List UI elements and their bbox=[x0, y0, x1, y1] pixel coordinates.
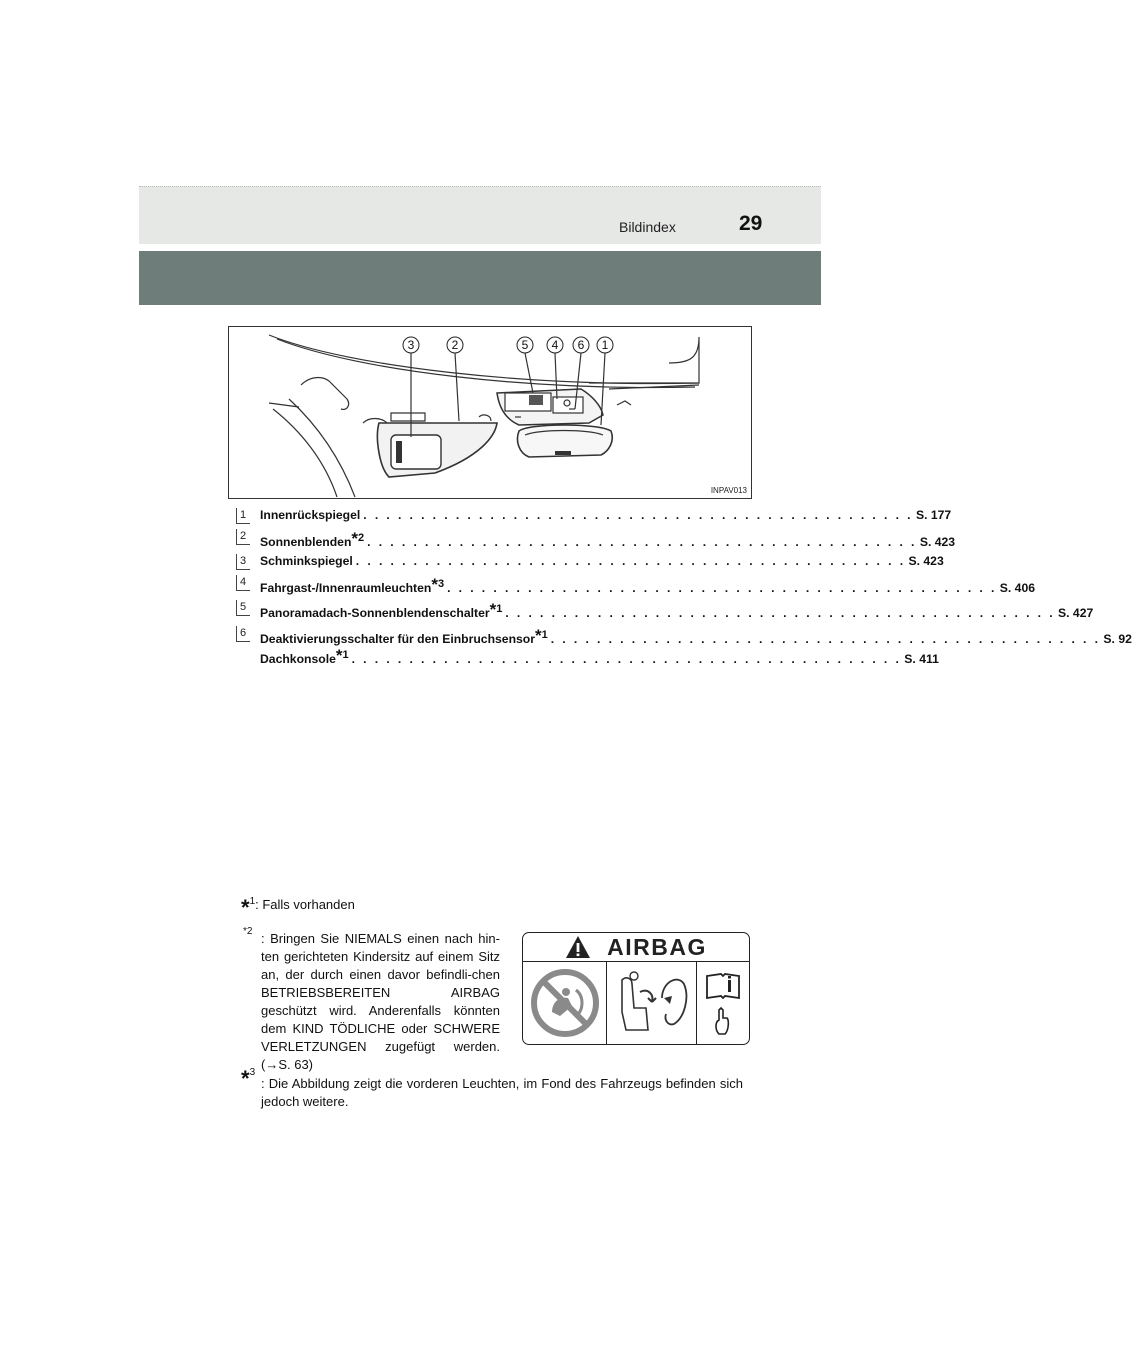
footnote-ref: 1 bbox=[342, 649, 349, 661]
list-item bbox=[236, 529, 956, 550]
item-number: 3 bbox=[236, 554, 250, 570]
footnote-2-text: : Bringen Sie NIEMALS einen nach hin-ten gerichteten Kindersitz auf einem Sitz an, der durch einen davor befindli-chen BETRIEBSBEREITEN AIRBAG geschützt wird. Anderenfalls könnten dem KIND TÖDLICHE oder SCHWERE VERLETZUNGEN zugefügt werden. (→S. 63) bbox=[261, 931, 500, 1072]
header-band bbox=[139, 186, 821, 244]
item-label: Sonnenblenden bbox=[260, 535, 352, 550]
item-number: 2 bbox=[236, 529, 250, 545]
item-label: Dachkonsole bbox=[260, 652, 336, 667]
footnote-1-text: : Falls vorhanden bbox=[255, 897, 355, 912]
callout-3: 3 bbox=[407, 338, 415, 352]
item-number: 6 bbox=[236, 626, 250, 642]
airbag-deploy-icon bbox=[612, 968, 692, 1038]
footnote-ref: 2 bbox=[358, 532, 365, 544]
list-item bbox=[236, 600, 1094, 621]
airbag-label-cell bbox=[607, 962, 697, 1044]
footnote-3-text: : Die Abbildung zeigt die vorderen Leuchten, im Fond des Fahrzeugs befinden sich jedoch weitere. bbox=[261, 1076, 743, 1109]
airbag-label-title: AIRBAG bbox=[607, 933, 707, 960]
item-page-ref: S. 92 bbox=[1103, 632, 1132, 647]
footnote-ref: 3 bbox=[437, 578, 445, 590]
figure-code: INPAV013 bbox=[710, 486, 747, 495]
header-dark-bar bbox=[139, 251, 821, 305]
item-page-ref: S. 423 bbox=[919, 535, 956, 550]
leader-dots: . . . . . . . . . . . . . . . . . . . . . . . . . . . . . . . . . . . . . . . . . . . . . . . . bbox=[363, 508, 913, 522]
footnote-star: * bbox=[489, 600, 497, 619]
page-number: 29 bbox=[739, 212, 763, 235]
airbag-label-body bbox=[523, 962, 749, 1044]
item-entry[interactable] bbox=[260, 554, 944, 568]
leader-dots: . . . . . . . . . . . . . . . . . . . . . . . . . . . . . . . . . . . . . . . . . . . . . . . . bbox=[367, 535, 917, 550]
item-page-ref: S. 427 bbox=[1058, 606, 1094, 621]
footnote-1-mark: 1 bbox=[249, 896, 256, 907]
item-entry[interactable] bbox=[260, 575, 1036, 596]
item-page-ref: S. 423 bbox=[908, 554, 944, 568]
footnote-star: * bbox=[534, 626, 542, 645]
item-label: Fahrgast-/Innenraumleuchten bbox=[260, 581, 432, 596]
list-item bbox=[236, 508, 952, 528]
callout-1: 1 bbox=[601, 338, 609, 352]
no-child-seat-icon bbox=[530, 968, 600, 1038]
item-label: Panoramadach-Sonnenblendenschalter bbox=[260, 606, 490, 621]
item-page-ref: S. 411 bbox=[904, 652, 939, 667]
footnote-1 bbox=[241, 895, 355, 921]
airbag-label-header bbox=[523, 933, 749, 962]
item-page-ref: S. 406 bbox=[999, 581, 1036, 596]
item-entry[interactable] bbox=[260, 529, 956, 550]
item-entry[interactable] bbox=[260, 600, 1094, 621]
airbag-label-cell bbox=[697, 962, 749, 1044]
item-label: Innenrückspiegel bbox=[260, 508, 361, 522]
callout-4: 4 bbox=[551, 338, 559, 352]
footnote-star: * bbox=[241, 895, 250, 920]
leader-dots: . . . . . . . . . . . . . . . . . . . . . . . . . . . . . . . . . . . . . . . . . . . . . . . . bbox=[447, 581, 997, 596]
airbag-warning-label bbox=[522, 932, 750, 1045]
item-number: 5 bbox=[236, 600, 250, 616]
callout-2: 2 bbox=[451, 338, 459, 352]
item-entry[interactable] bbox=[260, 626, 1132, 647]
item-page-ref: S. 177 bbox=[915, 508, 952, 522]
footnote-3-mark-text: 3 bbox=[249, 1067, 256, 1078]
leader-dots: . . . . . . . . . . . . . . . . . . . . . . . . . . . . . . . . . . . . . . . . . . . . . . . . bbox=[355, 554, 906, 568]
warning-triangle-icon bbox=[565, 935, 591, 959]
list-item bbox=[236, 554, 944, 574]
section-title: Bildindex bbox=[619, 219, 676, 235]
header-dotted-line bbox=[139, 186, 821, 187]
item-label: Schminkspiegel bbox=[260, 554, 353, 568]
footnote-star: * bbox=[335, 646, 343, 665]
footnote-star: * bbox=[351, 529, 359, 548]
callout-5: 5 bbox=[521, 338, 529, 352]
leader-dots: . . . . . . . . . . . . . . . . . . . . . . . . . . . . . . . . . . . . . . . . . . . . . . . . bbox=[505, 606, 1056, 621]
leader-dots: . . . . . . . . . . . . . . . . . . . . . . . . . . . . . . . . . . . . . . . . . . . . . . . . bbox=[351, 652, 902, 667]
footnote-ref: 1 bbox=[541, 629, 548, 641]
footnote-star: * bbox=[431, 575, 438, 594]
item-label: Deaktivierungsschalter für den Einbruchsensor bbox=[260, 632, 535, 647]
item-number: 1 bbox=[236, 508, 250, 524]
callout-6: 6 bbox=[577, 338, 585, 352]
footnote-ref: 1 bbox=[496, 603, 503, 615]
footnote-star: * bbox=[241, 1066, 250, 1091]
footnote-3-mark bbox=[241, 1066, 255, 1092]
item-entry[interactable] bbox=[260, 508, 952, 522]
overhead-console-illustration bbox=[228, 326, 752, 499]
illustration-svg bbox=[229, 327, 751, 498]
list-item bbox=[236, 575, 1036, 596]
item-entry[interactable] bbox=[260, 646, 939, 667]
item-number: 4 bbox=[236, 575, 250, 591]
list-item bbox=[236, 626, 1132, 647]
leader-dots: . . . . . . . . . . . . . . . . . . . . . . . . . . . . . . . . . . . . . . . . . . . . . . . . bbox=[550, 632, 1101, 647]
airbag-label-cell bbox=[523, 962, 607, 1044]
read-manual-icon bbox=[703, 968, 743, 1038]
list-item bbox=[236, 646, 939, 667]
footnote-2-mark bbox=[243, 926, 252, 942]
footnote-2-mark-text: *2 bbox=[243, 926, 253, 937]
